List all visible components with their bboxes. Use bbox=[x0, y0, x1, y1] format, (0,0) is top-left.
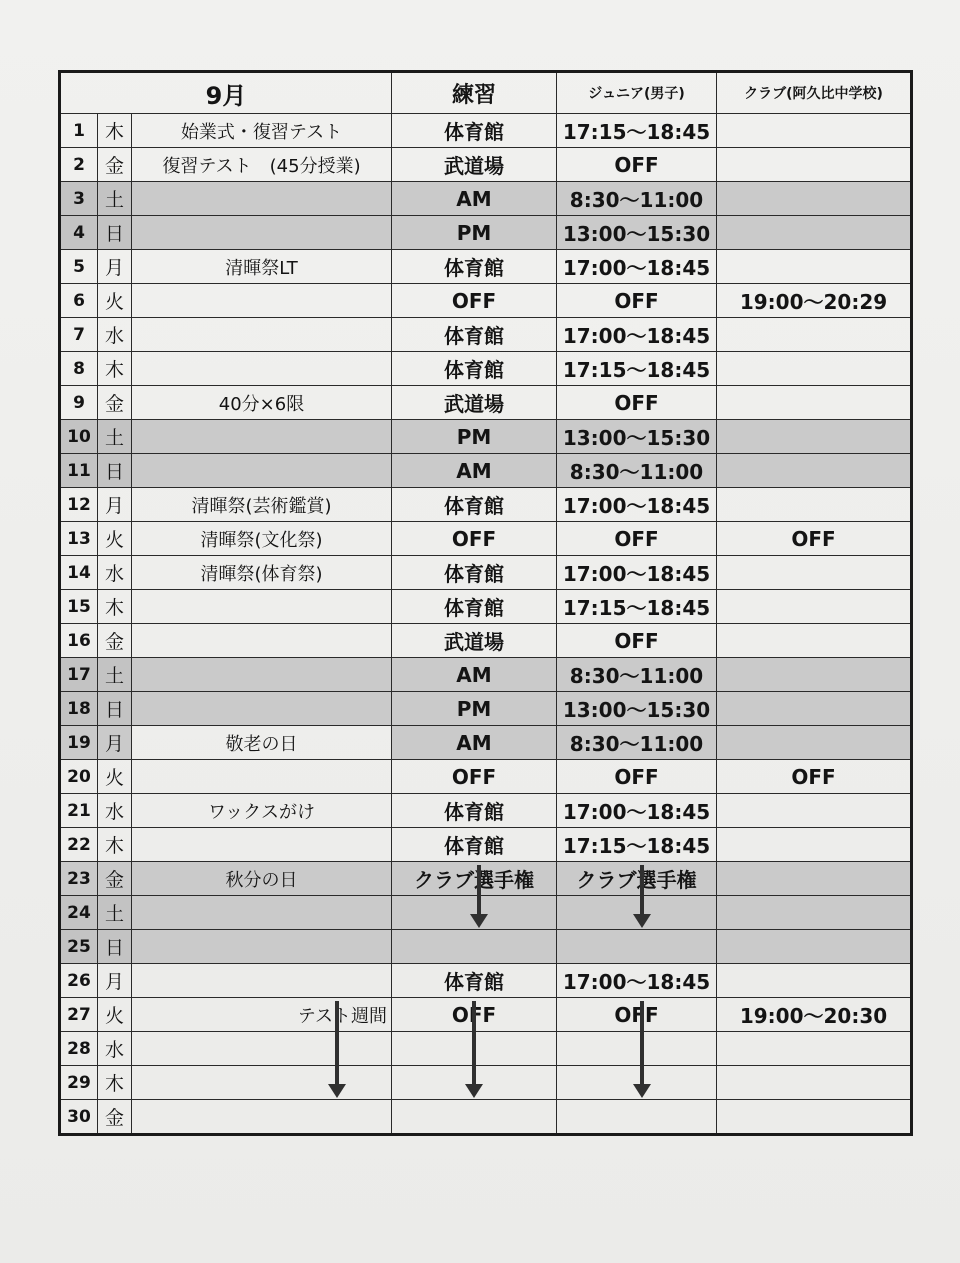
practice-cell: 体育館 bbox=[392, 488, 557, 522]
table-row bbox=[60, 794, 912, 828]
club-cell bbox=[717, 114, 912, 148]
weekday: 水 bbox=[98, 794, 132, 828]
club-cell bbox=[717, 726, 912, 760]
practice-cell: 体育館 bbox=[392, 964, 557, 998]
junior-cell: 17:00～18:45 bbox=[557, 250, 717, 284]
weekday: 木 bbox=[98, 114, 132, 148]
day-number: 14 bbox=[60, 556, 98, 590]
junior-cell: 17:15～18:45 bbox=[557, 590, 717, 624]
event-cell: 始業式・復習テスト bbox=[132, 114, 392, 148]
weekday: 日 bbox=[98, 216, 132, 250]
event-cell bbox=[132, 284, 392, 318]
event-cell bbox=[132, 1066, 392, 1100]
club-cell bbox=[717, 182, 912, 216]
table-row bbox=[60, 488, 912, 522]
down-arrow-icon bbox=[640, 1001, 644, 1084]
table-row bbox=[60, 692, 912, 726]
weekday: 水 bbox=[98, 556, 132, 590]
club-cell bbox=[717, 794, 912, 828]
junior-cell bbox=[557, 1100, 717, 1135]
club-cell: OFF bbox=[717, 522, 912, 556]
weekday: 金 bbox=[98, 386, 132, 420]
practice-cell bbox=[392, 930, 557, 964]
club-cell: OFF bbox=[717, 760, 912, 794]
club-cell: 19:00～20:30 bbox=[717, 998, 912, 1032]
club-cell bbox=[717, 250, 912, 284]
junior-cell bbox=[557, 930, 717, 964]
table-row bbox=[60, 318, 912, 352]
event-cell bbox=[132, 590, 392, 624]
weekday: 金 bbox=[98, 862, 132, 896]
weekday: 土 bbox=[98, 896, 132, 930]
arrow-head-icon bbox=[633, 914, 651, 928]
club-cell bbox=[717, 420, 912, 454]
day-number: 20 bbox=[60, 760, 98, 794]
junior-header: ジュニア(男子) bbox=[557, 72, 717, 114]
day-number: 8 bbox=[60, 352, 98, 386]
day-number: 30 bbox=[60, 1100, 98, 1135]
weekday: 水 bbox=[98, 1032, 132, 1066]
table-row bbox=[60, 998, 912, 1032]
event-cell: 40分×6限 bbox=[132, 386, 392, 420]
junior-cell: OFF bbox=[557, 998, 717, 1032]
event-cell: テスト週間 bbox=[132, 998, 392, 1032]
practice-cell: 体育館 bbox=[392, 250, 557, 284]
junior-cell: OFF bbox=[557, 522, 717, 556]
practice-cell: OFF bbox=[392, 998, 557, 1032]
event-cell bbox=[132, 896, 392, 930]
day-number: 2 bbox=[60, 148, 98, 182]
practice-cell: クラブ選手権 bbox=[392, 862, 557, 896]
junior-cell: OFF bbox=[557, 760, 717, 794]
table-row bbox=[60, 250, 912, 284]
day-number: 17 bbox=[60, 658, 98, 692]
day-number: 9 bbox=[60, 386, 98, 420]
table-row bbox=[60, 658, 912, 692]
day-number: 3 bbox=[60, 182, 98, 216]
weekday: 木 bbox=[98, 828, 132, 862]
table-row bbox=[60, 862, 912, 896]
weekday: 月 bbox=[98, 488, 132, 522]
event-cell bbox=[132, 692, 392, 726]
event-cell bbox=[132, 964, 392, 998]
practice-cell: 体育館 bbox=[392, 590, 557, 624]
practice-cell: 武道場 bbox=[392, 624, 557, 658]
down-arrow-icon bbox=[335, 1001, 339, 1084]
arrow-head-icon bbox=[465, 1084, 483, 1098]
day-number: 13 bbox=[60, 522, 98, 556]
club-cell bbox=[717, 1066, 912, 1100]
club-cell bbox=[717, 1032, 912, 1066]
practice-cell: 体育館 bbox=[392, 556, 557, 590]
table-row bbox=[60, 760, 912, 794]
club-cell bbox=[717, 488, 912, 522]
day-number: 19 bbox=[60, 726, 98, 760]
club-cell bbox=[717, 624, 912, 658]
event-cell bbox=[132, 624, 392, 658]
table-row bbox=[60, 930, 912, 964]
junior-cell: 17:15～18:45 bbox=[557, 352, 717, 386]
event-cell bbox=[132, 1032, 392, 1066]
day-number: 12 bbox=[60, 488, 98, 522]
day-number: 23 bbox=[60, 862, 98, 896]
event-cell bbox=[132, 420, 392, 454]
club-cell bbox=[717, 386, 912, 420]
practice-cell: 体育館 bbox=[392, 828, 557, 862]
weekday: 火 bbox=[98, 998, 132, 1032]
table-row bbox=[60, 114, 912, 148]
club-cell bbox=[717, 352, 912, 386]
day-number: 25 bbox=[60, 930, 98, 964]
day-number: 29 bbox=[60, 1066, 98, 1100]
club-cell bbox=[717, 896, 912, 930]
weekday: 月 bbox=[98, 250, 132, 284]
down-arrow-icon bbox=[640, 865, 644, 914]
junior-cell: 13:00～15:30 bbox=[557, 420, 717, 454]
down-arrow-icon bbox=[472, 1001, 476, 1084]
club-cell bbox=[717, 862, 912, 896]
practice-cell: 武道場 bbox=[392, 386, 557, 420]
event-cell: 清暉祭(文化祭) bbox=[132, 522, 392, 556]
table-row bbox=[60, 590, 912, 624]
club-cell bbox=[717, 148, 912, 182]
practice-cell: OFF bbox=[392, 760, 557, 794]
club-cell bbox=[717, 692, 912, 726]
junior-cell: 8:30～11:00 bbox=[557, 726, 717, 760]
junior-cell: 13:00～15:30 bbox=[557, 692, 717, 726]
table-row bbox=[60, 454, 912, 488]
weekday: 金 bbox=[98, 148, 132, 182]
club-cell bbox=[717, 964, 912, 998]
table-row bbox=[60, 828, 912, 862]
day-number: 21 bbox=[60, 794, 98, 828]
practice-cell: AM bbox=[392, 182, 557, 216]
junior-cell: OFF bbox=[557, 624, 717, 658]
club-cell bbox=[717, 454, 912, 488]
junior-cell: 17:15～18:45 bbox=[557, 114, 717, 148]
weekday: 火 bbox=[98, 522, 132, 556]
weekday: 月 bbox=[98, 964, 132, 998]
club-cell bbox=[717, 658, 912, 692]
table-row bbox=[60, 522, 912, 556]
month-header: 9月 bbox=[60, 72, 392, 114]
arrow-head-icon bbox=[633, 1084, 651, 1098]
event-cell: 清暉祭(芸術鑑賞) bbox=[132, 488, 392, 522]
junior-cell: 13:00～15:30 bbox=[557, 216, 717, 250]
day-number: 22 bbox=[60, 828, 98, 862]
junior-cell: 17:00～18:45 bbox=[557, 794, 717, 828]
junior-cell: 17:00～18:45 bbox=[557, 488, 717, 522]
day-number: 15 bbox=[60, 590, 98, 624]
club-cell bbox=[717, 828, 912, 862]
table-row bbox=[60, 556, 912, 590]
event-cell bbox=[132, 1100, 392, 1135]
arrow-head-icon bbox=[470, 914, 488, 928]
day-number: 5 bbox=[60, 250, 98, 284]
schedule-table bbox=[58, 70, 913, 1136]
club-cell bbox=[717, 216, 912, 250]
weekday: 土 bbox=[98, 658, 132, 692]
club-cell bbox=[717, 318, 912, 352]
table-row bbox=[60, 352, 912, 386]
weekday: 金 bbox=[98, 624, 132, 658]
club-cell bbox=[717, 1100, 912, 1135]
practice-cell: AM bbox=[392, 658, 557, 692]
table-row bbox=[60, 1100, 912, 1135]
junior-cell: 17:00～18:45 bbox=[557, 964, 717, 998]
junior-cell bbox=[557, 1032, 717, 1066]
day-number: 4 bbox=[60, 216, 98, 250]
event-cell bbox=[132, 828, 392, 862]
club-header: クラブ(阿久比中学校) bbox=[717, 72, 912, 114]
weekday: 火 bbox=[98, 284, 132, 318]
club-cell: 19:00～20:29 bbox=[717, 284, 912, 318]
table-row bbox=[60, 386, 912, 420]
event-cell: 敬老の日 bbox=[132, 726, 392, 760]
club-cell bbox=[717, 556, 912, 590]
event-cell: 秋分の日 bbox=[132, 862, 392, 896]
weekday: 土 bbox=[98, 182, 132, 216]
down-arrow-icon bbox=[477, 865, 481, 914]
weekday: 木 bbox=[98, 590, 132, 624]
day-number: 27 bbox=[60, 998, 98, 1032]
table-row bbox=[60, 964, 912, 998]
event-cell bbox=[132, 930, 392, 964]
weekday: 日 bbox=[98, 454, 132, 488]
table-row bbox=[60, 284, 912, 318]
weekday: 火 bbox=[98, 760, 132, 794]
junior-cell: 17:15～18:45 bbox=[557, 828, 717, 862]
day-number: 16 bbox=[60, 624, 98, 658]
weekday: 金 bbox=[98, 1100, 132, 1135]
junior-cell: 8:30～11:00 bbox=[557, 182, 717, 216]
practice-cell: OFF bbox=[392, 522, 557, 556]
day-number: 28 bbox=[60, 1032, 98, 1066]
junior-cell: OFF bbox=[557, 386, 717, 420]
practice-cell bbox=[392, 1100, 557, 1135]
weekday: 水 bbox=[98, 318, 132, 352]
day-number: 6 bbox=[60, 284, 98, 318]
junior-cell: OFF bbox=[557, 284, 717, 318]
table-row bbox=[60, 182, 912, 216]
junior-cell: 17:00～18:45 bbox=[557, 318, 717, 352]
junior-cell: 8:30～11:00 bbox=[557, 658, 717, 692]
weekday: 木 bbox=[98, 352, 132, 386]
table-row bbox=[60, 1032, 912, 1066]
event-cell bbox=[132, 352, 392, 386]
event-cell bbox=[132, 454, 392, 488]
practice-cell: PM bbox=[392, 420, 557, 454]
day-number: 7 bbox=[60, 318, 98, 352]
table-row bbox=[60, 216, 912, 250]
weekday: 日 bbox=[98, 692, 132, 726]
practice-cell: AM bbox=[392, 454, 557, 488]
club-cell bbox=[717, 590, 912, 624]
event-cell bbox=[132, 216, 392, 250]
event-cell: ワックスがけ bbox=[132, 794, 392, 828]
practice-cell: PM bbox=[392, 692, 557, 726]
day-number: 10 bbox=[60, 420, 98, 454]
arrow-head-icon bbox=[328, 1084, 346, 1098]
event-cell bbox=[132, 760, 392, 794]
table-row bbox=[60, 726, 912, 760]
day-number: 18 bbox=[60, 692, 98, 726]
event-cell: 清暉祭LT bbox=[132, 250, 392, 284]
table-row bbox=[60, 624, 912, 658]
day-number: 24 bbox=[60, 896, 98, 930]
practice-cell: 体育館 bbox=[392, 794, 557, 828]
weekday: 月 bbox=[98, 726, 132, 760]
table-row bbox=[60, 1066, 912, 1100]
weekday: 日 bbox=[98, 930, 132, 964]
day-number: 1 bbox=[60, 114, 98, 148]
junior-cell: OFF bbox=[557, 148, 717, 182]
event-cell bbox=[132, 182, 392, 216]
practice-cell: 体育館 bbox=[392, 114, 557, 148]
event-cell bbox=[132, 658, 392, 692]
practice-cell: 武道場 bbox=[392, 148, 557, 182]
practice-cell: PM bbox=[392, 216, 557, 250]
junior-cell: 17:00～18:45 bbox=[557, 556, 717, 590]
header-row bbox=[60, 72, 912, 114]
practice-cell: OFF bbox=[392, 284, 557, 318]
day-number: 11 bbox=[60, 454, 98, 488]
event-cell bbox=[132, 318, 392, 352]
event-cell: 復習テスト (45分授業) bbox=[132, 148, 392, 182]
weekday: 土 bbox=[98, 420, 132, 454]
junior-cell: クラブ選手権 bbox=[557, 862, 717, 896]
weekday: 木 bbox=[98, 1066, 132, 1100]
practice-cell: 体育館 bbox=[392, 318, 557, 352]
practice-cell: AM bbox=[392, 726, 557, 760]
event-cell: 清暉祭(体育祭) bbox=[132, 556, 392, 590]
junior-cell: 8:30～11:00 bbox=[557, 454, 717, 488]
table-row bbox=[60, 148, 912, 182]
table-row bbox=[60, 420, 912, 454]
day-number: 26 bbox=[60, 964, 98, 998]
club-cell bbox=[717, 930, 912, 964]
practice-cell: 体育館 bbox=[392, 352, 557, 386]
practice-header: 練習 bbox=[392, 72, 557, 114]
